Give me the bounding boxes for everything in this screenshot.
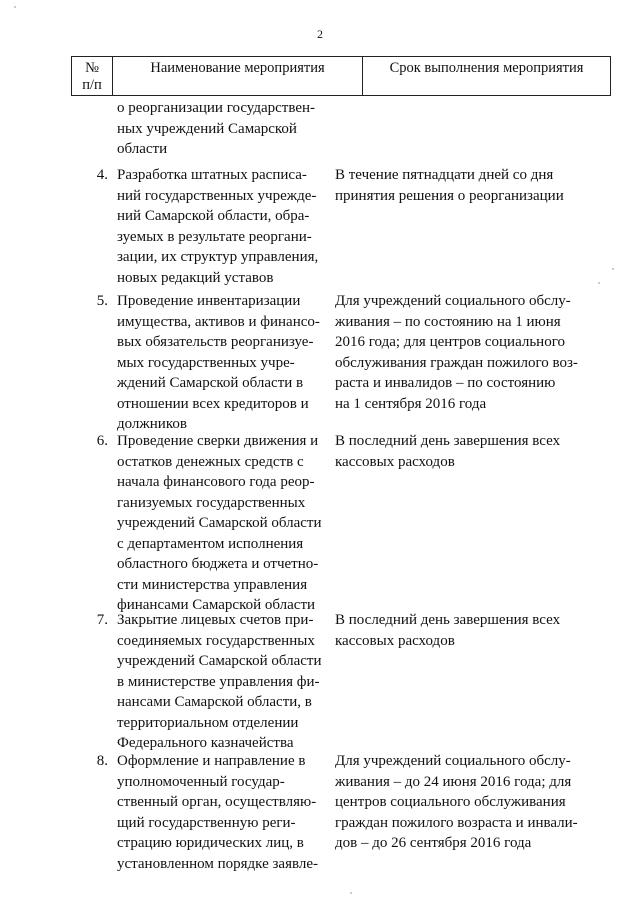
row-term: В последний день завершения всех кассовых расходов <box>335 612 561 649</box>
scan-speck <box>14 6 16 8</box>
header-term-column: Срок выполнения мероприятия <box>389 60 584 76</box>
row-number: 8. <box>96 753 108 769</box>
scan-speck <box>612 268 614 270</box>
scan-speck <box>350 892 352 894</box>
page-number: 2 <box>317 27 323 41</box>
row-term: Для учреждений социального обслу- живания – до 24 июня 2016 года; для центров социального обслуживания граждан пожилого возраста и инвали- дов – до 26 сентября 2016 года <box>335 753 578 851</box>
row-number: 7. <box>96 612 108 628</box>
row-name: о реорганизации государствен- ных учреждений Самарской области <box>117 100 316 157</box>
row-name: Разработка штатных расписа- ний государственных учрежде- ний Самарской области, обра- зуемых в результате реоргани- зации, их структур управления, новых редакций уставов <box>117 167 319 286</box>
header-number-column: № п/п <box>72 57 113 95</box>
row-name: Проведение сверки движения и остатков денежных средств с начала финансового года реор- ганизуемых государственных учреждений Самарской области с департаментом исполнения областного бюджета и отчетно- сти министерства управления финансами Самарской области <box>117 433 322 613</box>
row-name: Оформление и направление в уполномоченный государ- ственный орган, осуществляю- щий государственную реги- страцию юридических лиц, в установленном порядке заявле- <box>117 753 319 872</box>
row-name: Проведение инвентаризации имущества, активов и финансо- вых обязательств реорганизуе- мых государственных учре- ждений Самарской области в отношении всех кредиторов и должников <box>117 293 320 432</box>
row-term: Для учреждений социального обслу- живания – по состоянию на 1 июня 2016 года; для центров социального обслуживания граждан пожилого воз- раста и инвалидов – по состоянию на 1 сентября 2016 года <box>335 293 578 412</box>
row-number: 6. <box>96 433 108 449</box>
row-number: 4. <box>96 167 108 183</box>
row-name: Закрытие лицевых счетов при- соединяемых государственных учреждений Самарской области в министерстве управления фи- нансами Самарской области, в территориальном отделении Федерального казначейства <box>117 612 322 751</box>
table-header <box>71 56 611 96</box>
row-term: В последний день завершения всех кассовых расходов <box>335 433 561 470</box>
scan-speck <box>598 282 600 284</box>
header-name-column: Наименование мероприятия <box>113 57 363 95</box>
row-number: 5. <box>96 293 108 309</box>
row-term: В течение пятнадцати дней со дня принятия решения о реорганизации <box>335 167 564 204</box>
